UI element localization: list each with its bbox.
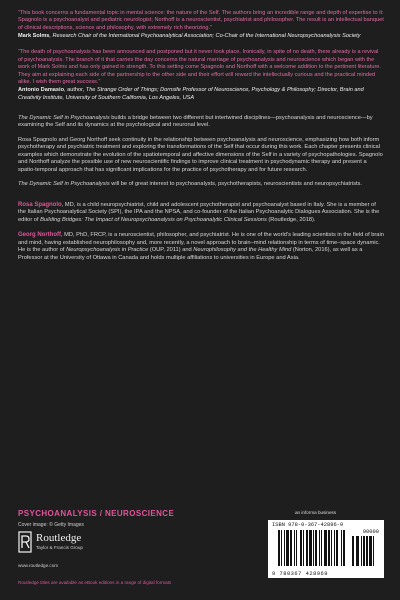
endorser-book: The Strange Order of Things bbox=[85, 87, 157, 94]
barcode-box bbox=[268, 520, 384, 578]
endorser-role: , Research Chair of the International Psychoanalytical Association; Co-Chair of the International Neuropsychoanalysis Society bbox=[49, 33, 361, 40]
endorser-separator: , author, bbox=[64, 87, 86, 94]
description-text: will be of great interest to psychoanalysts, psychotherapists, neuroscientists and neuropsychiatrists. bbox=[109, 181, 362, 188]
publisher-name: Routledge bbox=[36, 532, 82, 544]
publisher-logo bbox=[18, 531, 128, 557]
text-column bbox=[18, 10, 384, 262]
endorsement-quote-damasio: “The death of psychoanalysis has been announced and postponed but it never took place. Ironically, in spite of no death, there already is a revival of psychoanalysis. The branch of it that carries the day concerns the natural marriage of psychoanalysis and neuroscience which began with the work of Mark Solms and has only gained in strength. To this setting come Spagnolo and Northoff with a welcome addition to the pertinent literature. They aim at explaining each side of the partnership to the other side and their effort will reward the intellectually curious and the practical minded alike. I wish them great success.” bbox=[18, 49, 381, 86]
bio-book: Neuropsychoanalysis in Practice bbox=[66, 247, 149, 254]
author-name: Rosa Spagnolo bbox=[18, 201, 62, 208]
author-bio-spagnolo bbox=[18, 202, 384, 225]
endorser-role: ; Dornsife Professor of Neuroscience, Psychology & Philosophy; Director, Brain and Creativity Institute, University of Southern California, Los Angeles, USA bbox=[18, 87, 364, 101]
endorsement-attribution-solms bbox=[18, 33, 384, 40]
author-bio-northoff bbox=[18, 232, 384, 262]
subject-category: PSYCHOANALYSIS / NEUROSCIENCE bbox=[18, 509, 175, 518]
bio-book: Neurophilosophy and the Healthy Mind bbox=[193, 247, 292, 254]
bio-text: (OUP, 2011) and bbox=[148, 247, 194, 254]
bio-text: , MD, is a child neuropsychiatrist, child and adolescent psychotherapist and psychoanalyst based in Italy. She is a member of the Italian Psychoanalytical Society (SPI), the IPA and the NPSA, and co-founder of the Italian Psychoanalytic Dialogues Association. She is the editor of bbox=[18, 201, 380, 223]
publisher-website[interactable]: www.routledge.com bbox=[18, 563, 59, 568]
price-code: 90000 bbox=[362, 529, 379, 535]
author-name: Georg Northoff bbox=[18, 232, 61, 239]
description-text: builds a bridge between two different but intertwined disciplines—psychoanalysis and neuroscience—by examining the Self and its dynamics at the psychological and neuronal level. bbox=[18, 114, 373, 129]
endorser-name: Mark Solms bbox=[18, 33, 50, 40]
book-title-ref: The Dynamic Self in Psychoanalysis bbox=[18, 181, 110, 188]
bio-book: Building Bridges: The Impact of Neuropsychoanalysis on Psychoanalytic Clinical Sessions bbox=[40, 216, 267, 223]
description-paragraph-3 bbox=[18, 181, 384, 189]
bio-text: (Routledge, 2018). bbox=[266, 216, 316, 223]
ebook-note: Routledge titles are available as eBook editions in a range of digital formats bbox=[18, 580, 172, 585]
barcode-icon bbox=[272, 530, 378, 568]
endorser-name: Antonio Damasio bbox=[18, 87, 64, 94]
ean-number: 9 780367 428969 bbox=[272, 571, 329, 577]
routledge-logo-icon bbox=[18, 531, 32, 553]
book-title-ref: The Dynamic Self in Psychoanalysis bbox=[18, 114, 110, 121]
description-paragraph-2: Rosa Spagnolo and Georg Northoff seek continuity in the relationship between psychoanalysis and neuroscience, emphasizing how both inform psychotherapy and psychiatric treatment and exploring the transformations of the Self that occur during this work. Each chapter presents clinical examples which demonstrate the evolution of the spatiotemporal and affective dimensions of the Self in a variety of psychopathologies. Spagnolo and Northoff analyze the possible use of new neuroscientific findings to improve clinical treatment in psychodynamic therapy and present a spatio-temporal approach that has significant implications for the practice of psychotherapy and for future research. bbox=[18, 136, 383, 173]
isbn-number: ISBN 978-0-367-42896-9 bbox=[272, 522, 344, 528]
bio-text: , MD, PhD, FRCP, is a neuroscientist, philosopher, and psychiatrist. He is one of the world’s leading scientists in the field of brain and mind, having established neurophilosophy and, more recently, a novel approach to brain–mind relationship in terms of time–space dynamic. He is the author of bbox=[18, 232, 384, 254]
endorsement-attribution-damasio bbox=[18, 87, 384, 101]
endorsement-quote-solms: “This book concerns a fundamental topic in mental science: the nature of the Self. The authors bring an incredible range and depth of expertise to it: Spagnolo is a psychoanalyst and pediatric neurologist; Northoff is a neuroscientist, psychiatrist and philosopher. The result is an intellectual banquet of clinical descriptions, science and philosophy, with extremely rich theorizing.” bbox=[18, 10, 384, 31]
bio-text: (Norton, 2016), as well as a Professor at the University of Ottawa in Canada and holds multiple affiliations to universities in Europe and Asia. bbox=[18, 247, 363, 261]
cover-credit: Cover image: © Getty Images bbox=[18, 522, 84, 528]
informa-tagline: an informa business bbox=[295, 510, 337, 515]
publisher-group: Taylor & Francis Group bbox=[36, 545, 83, 550]
description-paragraph-1 bbox=[18, 115, 384, 130]
